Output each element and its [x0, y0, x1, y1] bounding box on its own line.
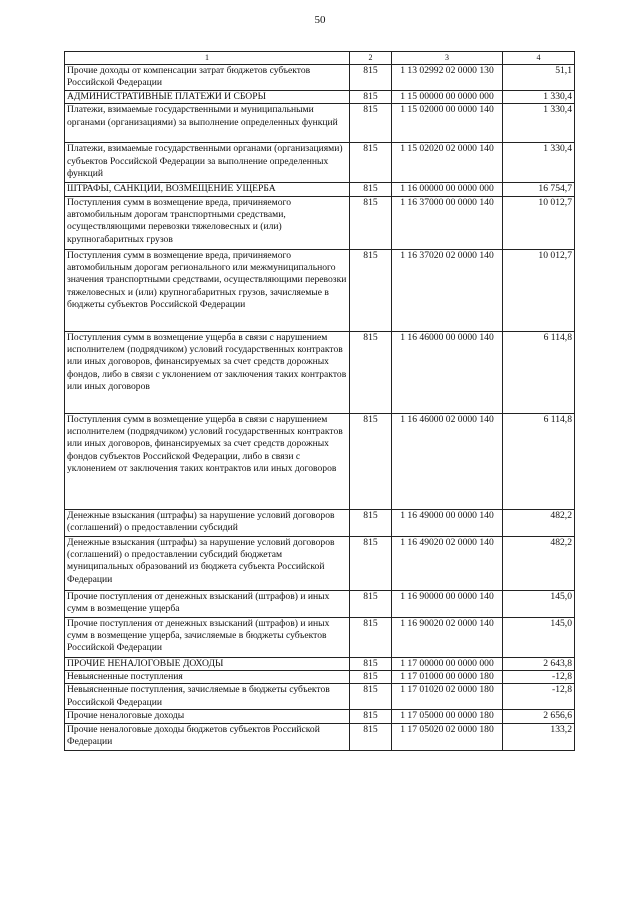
row-amount: 6 114,8 [503, 331, 575, 413]
row-amount: 145,0 [503, 617, 575, 657]
row-kbk: 1 17 01000 00 0000 180 [392, 671, 503, 684]
row-code: 815 [350, 143, 392, 183]
row-name: АДМИНИСТРАТИВНЫЕ ПЛАТЕЖИ И СБОРЫ [65, 90, 350, 103]
row-kbk: 1 16 46000 02 0000 140 [392, 413, 503, 509]
row-code: 815 [350, 90, 392, 103]
table-row [65, 723, 575, 750]
header-col-1: 1 [65, 52, 350, 65]
table-row [65, 657, 575, 670]
row-kbk: 1 15 00000 00 0000 000 [392, 90, 503, 103]
row-code: 815 [350, 684, 392, 710]
row-code: 815 [350, 413, 392, 509]
row-name: Денежные взыскания (штрафы) за нарушение условий договоров (соглашений) о предоставлении субсидий бюджетам муниципальных образований из бюджета субъекта Российской Федерации [65, 536, 350, 590]
header-col-2: 2 [350, 52, 392, 65]
row-code: 815 [350, 536, 392, 590]
row-amount: 10 012,7 [503, 196, 575, 249]
row-kbk: 1 17 05000 00 0000 180 [392, 710, 503, 723]
row-code: 815 [350, 509, 392, 536]
row-code: 815 [350, 590, 392, 617]
row-kbk: 1 17 00000 00 0000 000 [392, 657, 503, 670]
table-row [65, 249, 575, 331]
row-amount: -12,8 [503, 684, 575, 710]
row-code: 815 [350, 249, 392, 331]
row-name: ПРОЧИЕ НЕНАЛОГОВЫЕ ДОХОДЫ [65, 657, 350, 670]
row-name: ШТРАФЫ, САНКЦИИ, ВОЗМЕЩЕНИЕ УЩЕРБА [65, 183, 350, 196]
table-row [65, 196, 575, 249]
row-name: Прочие доходы от компенсации затрат бюджетов субъектов Российской Федерации [65, 65, 350, 91]
row-kbk: 1 16 00000 00 0000 000 [392, 183, 503, 196]
row-name: Денежные взыскания (штрафы) за нарушение условий договоров (соглашений) о предоставлении субсидий [65, 509, 350, 536]
row-name: Невыясненные поступления, зачисляемые в бюджеты субъектов Российской Федерации [65, 684, 350, 710]
row-amount: 1 330,4 [503, 90, 575, 103]
row-name: Платежи, взимаемые государственными органами (организациями) субъектов Российской Федерации за выполнение определенных функций [65, 143, 350, 183]
row-code: 815 [350, 657, 392, 670]
row-kbk: 1 16 90020 02 0000 140 [392, 617, 503, 657]
table-row [65, 590, 575, 617]
table-header-row [65, 52, 575, 65]
row-kbk: 1 17 01020 02 0000 180 [392, 684, 503, 710]
revenue-table [64, 51, 575, 751]
row-code: 815 [350, 65, 392, 91]
row-amount: 133,2 [503, 723, 575, 750]
row-code: 815 [350, 710, 392, 723]
row-name: Прочие неналоговые доходы бюджетов субъектов Российской Федерации [65, 723, 350, 750]
page-number: 50 [314, 14, 326, 26]
table-row [65, 413, 575, 509]
row-name: Поступления сумм в возмещение вреда, причиняемого автомобильным дорогам транспортными средствами, осуществляющими перевозки тяжеловесных и (или) крупногабаритных грузов [65, 196, 350, 249]
row-amount: 1 330,4 [503, 104, 575, 143]
table-row [65, 536, 575, 590]
row-name: Поступления сумм в возмещение ущерба в связи с нарушением исполнителем (подрядчиком) условий государственных контрактов или иных договоров, финансируемых за счет средств дорожных фондов, либо в связи с уклонением от заключения таких контрактов или иных договоров [65, 331, 350, 413]
row-kbk: 1 16 37000 00 0000 140 [392, 196, 503, 249]
table-row [65, 617, 575, 657]
row-name: Невыясненные поступления [65, 671, 350, 684]
table-row [65, 90, 575, 103]
table-row [65, 671, 575, 684]
header-col-3: 3 [392, 52, 503, 65]
row-code: 815 [350, 183, 392, 196]
row-amount: 145,0 [503, 590, 575, 617]
row-amount: 1 330,4 [503, 143, 575, 183]
row-kbk: 1 15 02000 00 0000 140 [392, 104, 503, 143]
row-amount: 482,2 [503, 509, 575, 536]
table-row [65, 684, 575, 710]
row-kbk: 1 16 37020 02 0000 140 [392, 249, 503, 331]
row-code: 815 [350, 331, 392, 413]
table-row [65, 183, 575, 196]
row-name: Прочие поступления от денежных взысканий (штрафов) и иных сумм в возмещение ущерба [65, 590, 350, 617]
table-row [65, 143, 575, 183]
row-name: Платежи, взимаемые государственными и муниципальными органами (организациями) за выполнение определенных функций [65, 104, 350, 143]
row-code: 815 [350, 723, 392, 750]
row-kbk: 1 16 46000 00 0000 140 [392, 331, 503, 413]
row-amount: 51,1 [503, 65, 575, 91]
row-amount: 16 754,7 [503, 183, 575, 196]
table-row [65, 65, 575, 91]
table-row [65, 331, 575, 413]
row-kbk: 1 15 02020 02 0000 140 [392, 143, 503, 183]
row-kbk: 1 16 90000 00 0000 140 [392, 590, 503, 617]
row-code: 815 [350, 104, 392, 143]
table-row [65, 509, 575, 536]
row-kbk: 1 16 49000 00 0000 140 [392, 509, 503, 536]
table-row [65, 710, 575, 723]
row-code: 815 [350, 196, 392, 249]
row-amount: 2 643,8 [503, 657, 575, 670]
row-code: 815 [350, 617, 392, 657]
table-row [65, 104, 575, 143]
row-amount: 10 012,7 [503, 249, 575, 331]
row-kbk: 1 17 05020 02 0000 180 [392, 723, 503, 750]
row-amount: -12,8 [503, 671, 575, 684]
row-name: Прочие поступления от денежных взысканий (штрафов) и иных сумм в возмещение ущерба, зачисляемые в бюджеты субъектов Российской Федерации [65, 617, 350, 657]
row-amount: 482,2 [503, 536, 575, 590]
row-code: 815 [350, 671, 392, 684]
row-kbk: 1 13 02992 02 0000 130 [392, 65, 503, 91]
header-col-4: 4 [503, 52, 575, 65]
row-amount: 2 656,6 [503, 710, 575, 723]
row-kbk: 1 16 49020 02 0000 140 [392, 536, 503, 590]
row-name: Поступления сумм в возмещение ущерба в связи с нарушением исполнителем (подрядчиком) условий государственных контрактов или иных договоров, финансируемых за счет средств дорожных фондов субъектов Российской Федерации, либо в связи с уклонением от заключения таких контрактов или иных договоров [65, 413, 350, 509]
row-name: Прочие неналоговые доходы [65, 710, 350, 723]
row-name: Поступления сумм в возмещение вреда, причиняемого автомобильным дорогам регионального или межмуниципального значения транспортными средствами, осуществляющими перевозки тяжеловесных и (или) крупногабаритных грузов, зачисляемые в бюджеты субъектов Российской Федерации [65, 249, 350, 331]
row-amount: 6 114,8 [503, 413, 575, 509]
